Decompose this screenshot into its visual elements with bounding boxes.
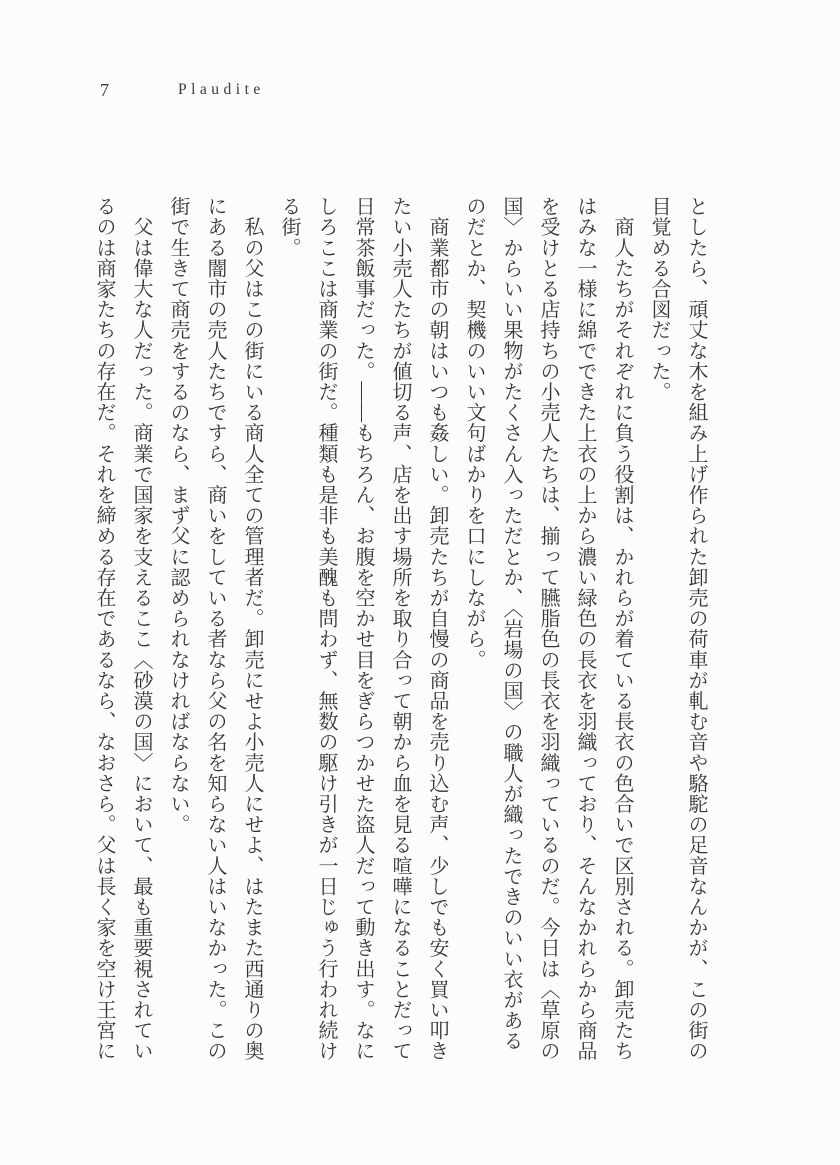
body-text [85, 196, 714, 1076]
text-line: 国〉からいい果物がたくさん入っただとか、〈岩場の国〉の職人が織ったできのいい衣がある [500, 196, 522, 1052]
text-line: を受けとる店持ちの小売人たちは、揃って臙脂色の長衣を羽織っているのだ。今日は〈草原の [537, 196, 559, 1062]
paragraph-1 [640, 196, 714, 1076]
text-line: 商業都市の朝はいつも姦しい。卸売たちが自慢の商品を売り込む声、少しでも安く買い叩き [426, 196, 448, 1062]
paragraph-3 [270, 196, 455, 1076]
text-line: 目覚める合図だった。 [648, 196, 670, 402]
text-line: にある闇市の売人たちですら、商いをしている者なら父の名を知らない人はいなかった。この [204, 196, 226, 1062]
text-line: 私の父はこの街にいる商人全ての管理者だ。卸売にせよ小売人にせよ、はたまた西通りの奥 [241, 196, 263, 1062]
text-line: としたら、頑丈な木を組み上げ作られた卸売の荷車が軋む音や駱駝の足音なんかが、この街の [685, 196, 707, 1062]
text-line: るのは商家たちの存在だ。それを締める存在であるなら、なおさら。父は長く家を空け王宮に [93, 196, 115, 1062]
running-title: Plaudite [178, 81, 265, 98]
paragraph-2 [455, 196, 640, 1076]
text-line: 商人たちがそれぞれに負う役割は、かれらが着ている長衣の色合いで区別される。卸売たち [611, 196, 633, 1062]
text-line: 父は偉大な人だった。商業で国家を支えるここ〈砂漠の国〉において、最も重要視されてい [130, 196, 152, 1062]
text-line: る街。 [278, 196, 300, 258]
page-number: 7 [100, 80, 109, 100]
page-header [0, 0, 840, 120]
text-line: はみな一様に綿でできた上衣の上から濃い緑色の長衣を羽織っており、そんなかれらから商品 [574, 196, 596, 1062]
text-line: たい小売人たちが値切る声、店を出す場所を取り合って朝から血を見る喧嘩になることだって [389, 196, 411, 1062]
text-line: 街で生きて商売をするのなら、まず父に認められなければならない。 [167, 196, 189, 835]
text-line: 日常茶飯事だった。――もちろん、お腹を空かせ目をぎらつかせた盗人だって動き出す。なに [352, 196, 374, 1062]
text-line: しろここは商業の街だ。種類も是非も美醜も問わず、無数の駆け引きが一日じゅう行われ続け [315, 196, 337, 1062]
text-line: のだとか、契機のいい文句ばかりを口にしながら。 [463, 196, 485, 670]
paragraph-5 [85, 196, 159, 1076]
paragraph-4 [159, 196, 270, 1076]
